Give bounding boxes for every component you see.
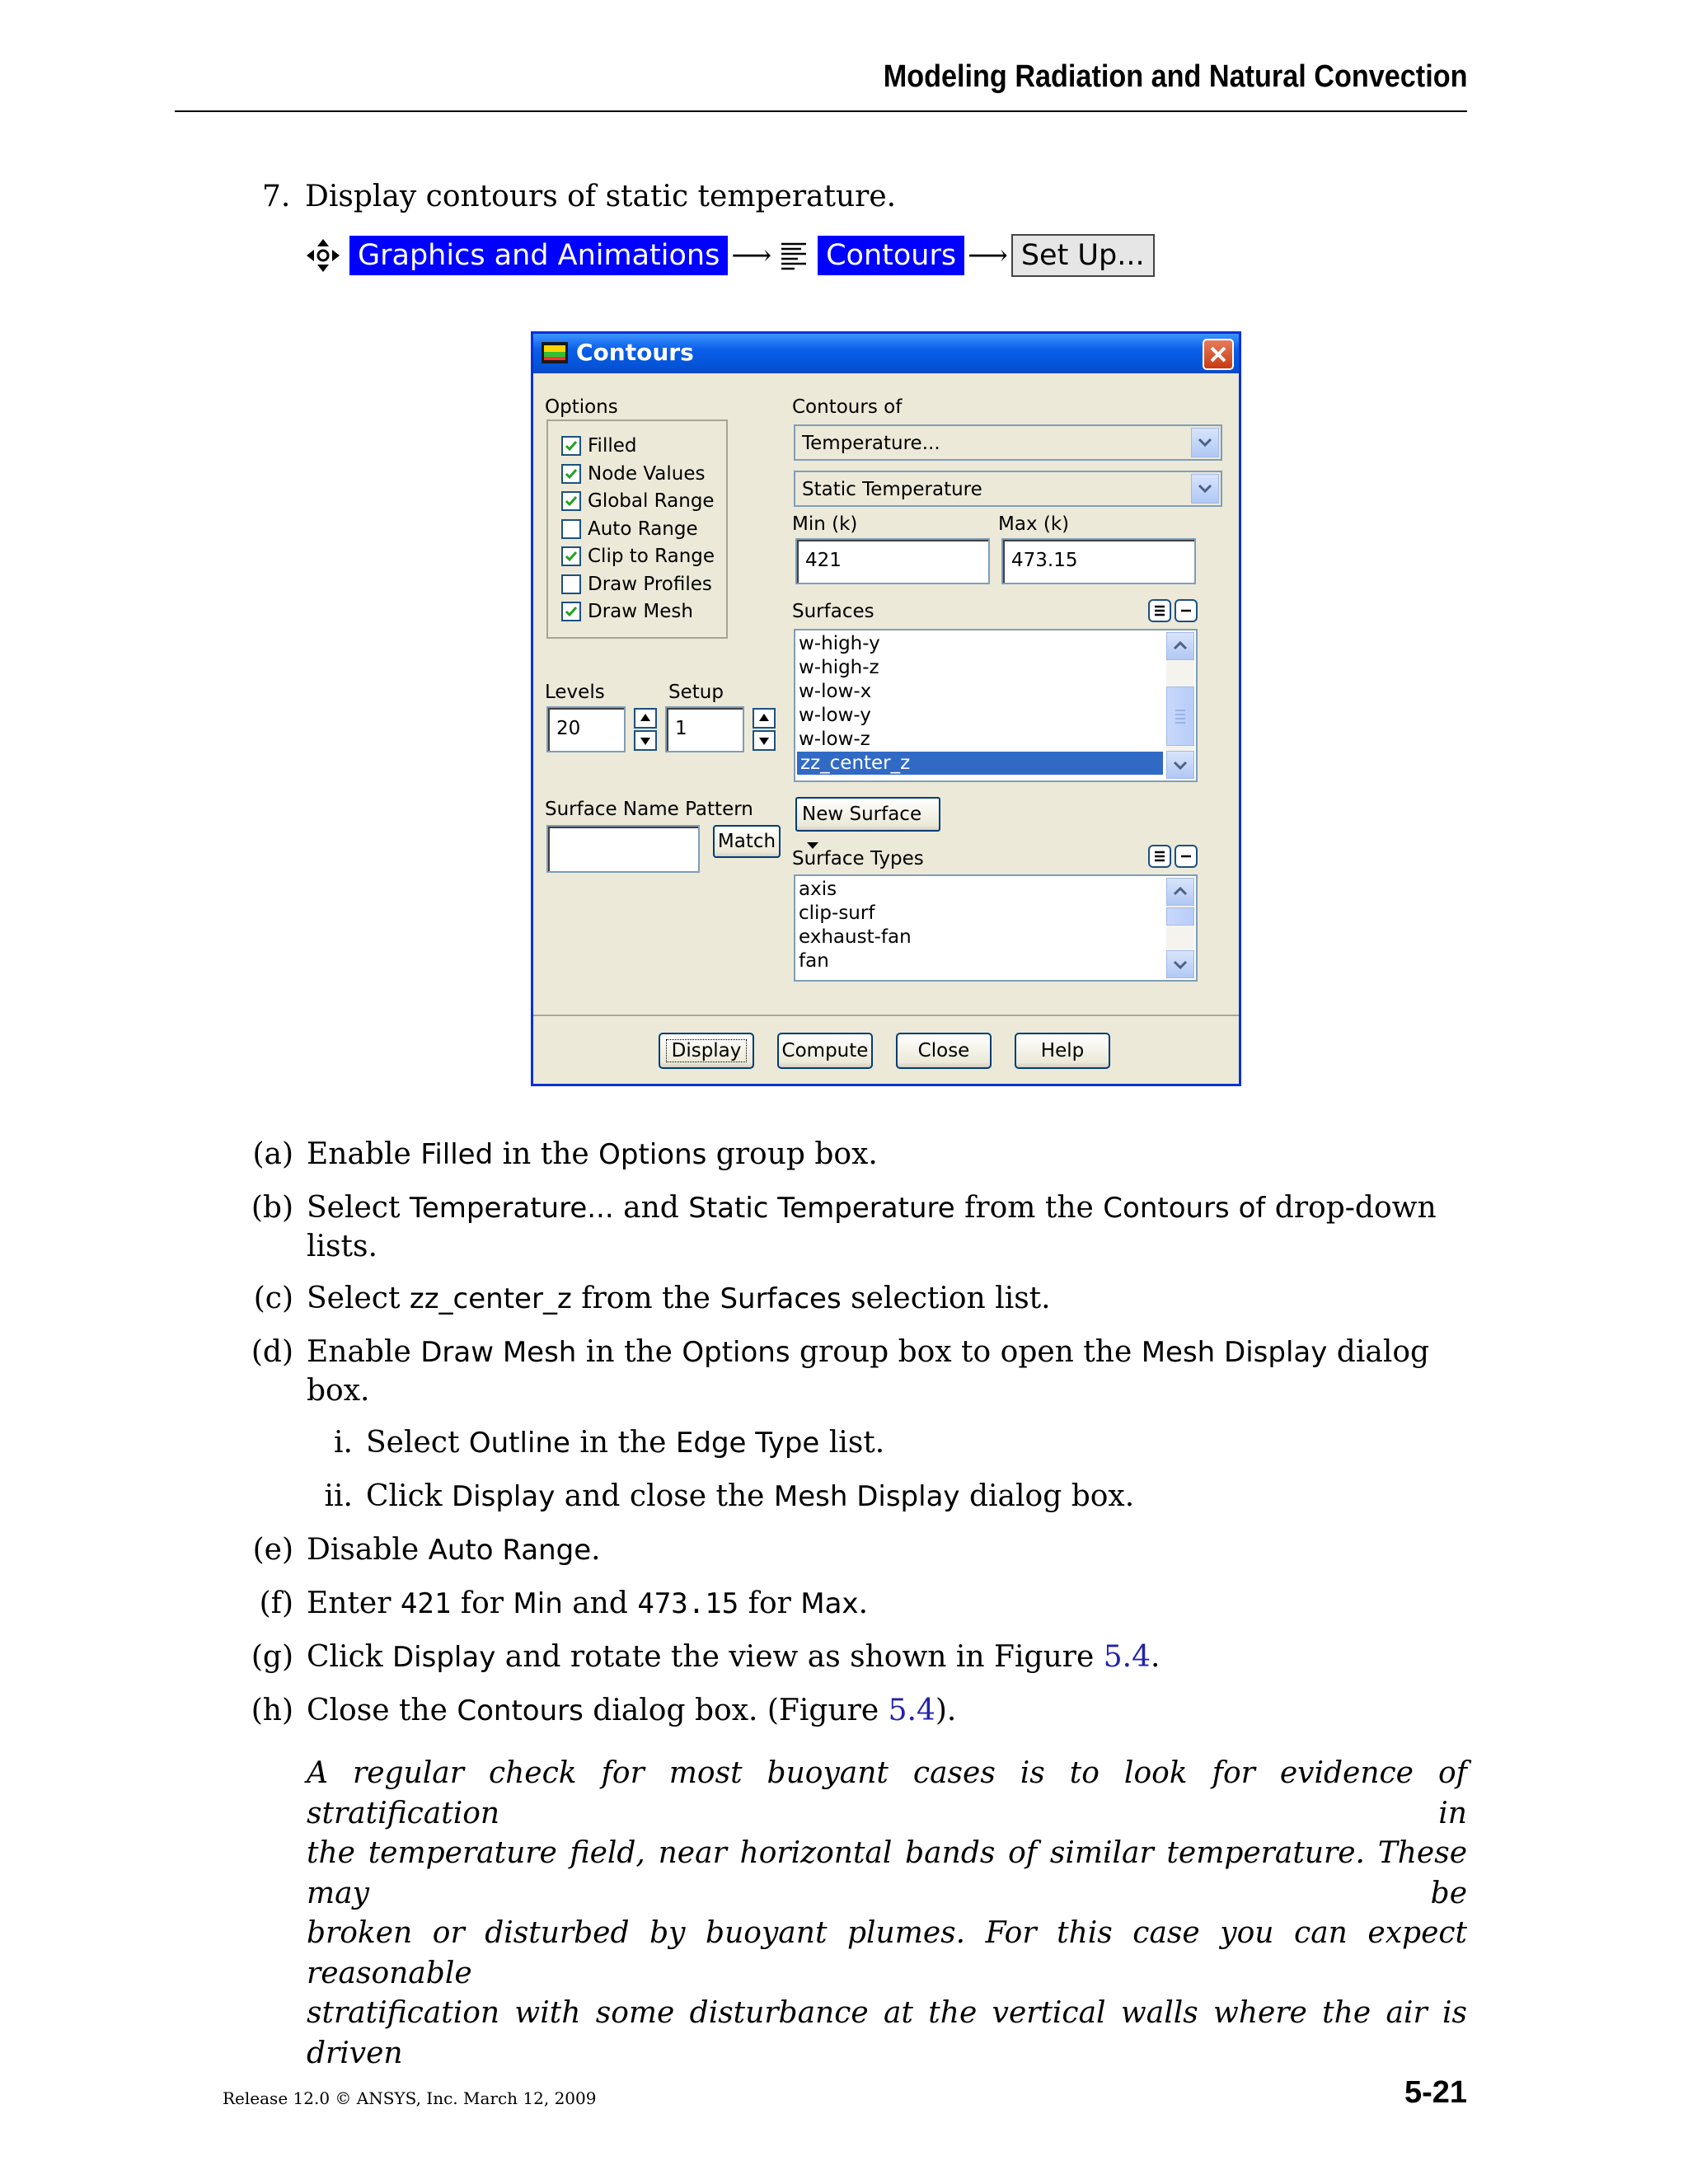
instruction-text	[307, 1191, 1437, 1263]
instruction-fragment: Click	[307, 1640, 392, 1674]
instruction-label: (g)	[251, 1640, 293, 1674]
chevron-down-icon[interactable]	[1191, 428, 1219, 457]
option-checkbox-node-values[interactable]	[561, 464, 581, 484]
instruction-fragment: Enter	[307, 1586, 401, 1620]
setup-label: Setup	[668, 682, 724, 703]
menu-graphics-and-animations[interactable]: Graphics and Animations	[349, 236, 728, 275]
instruction-fragment: and rotate the view as shown in Figure	[495, 1640, 1104, 1674]
instruction-fragment: in the	[493, 1137, 599, 1171]
instruction-fragment: Select	[307, 1191, 410, 1225]
instruction-label: ii.	[324, 1479, 353, 1513]
ui-term: Contours	[457, 1694, 584, 1727]
page-header	[175, 59, 1467, 112]
instruction-text	[307, 1640, 1160, 1674]
ui-term: Outline	[468, 1427, 570, 1460]
surface-type-list-item[interactable]: clip-surf	[799, 902, 875, 924]
setup-stepper[interactable]	[753, 708, 776, 751]
close-icon[interactable]	[1203, 339, 1234, 370]
instruction-text	[307, 1533, 601, 1567]
path-arrow: ⟶	[731, 239, 772, 272]
ui-term: Filled	[420, 1138, 494, 1171]
compute-button[interactable]: Compute	[777, 1033, 873, 1069]
instruction-fragment: for	[451, 1586, 513, 1620]
instruction-fragment: list.	[819, 1426, 885, 1460]
path-arrow: ⟶	[968, 239, 1008, 272]
instruction-text	[307, 1137, 878, 1171]
ui-term: Temperature...	[409, 1192, 614, 1225]
instruction-fragment: dialog box.	[959, 1479, 1135, 1513]
scroll-thumb[interactable]	[1166, 907, 1194, 926]
instruction-fragment: Enable	[307, 1335, 421, 1369]
option-label: Global Range	[588, 490, 715, 512]
levels-field[interactable]: 20	[546, 706, 626, 752]
surface-list-item[interactable]: zz_center_z	[797, 752, 1163, 775]
instruction-text	[307, 1282, 1051, 1315]
move-arrows-icon	[305, 237, 341, 274]
instruction-fragment: group box.	[706, 1137, 878, 1171]
option-label: Node Values	[588, 462, 706, 485]
instruction-fragment: and	[562, 1586, 638, 1620]
dialog-title: Contours	[576, 339, 694, 366]
arrow-up-icon[interactable]	[634, 708, 657, 729]
instruction-text	[307, 1586, 868, 1620]
ui-term: Max	[800, 1587, 859, 1620]
instruction-fragment: drop-down	[1265, 1191, 1437, 1225]
instruction-text	[366, 1426, 884, 1460]
new-surface-menu-button[interactable]: New Surface	[795, 797, 940, 832]
instruction-fragment: and	[613, 1191, 689, 1225]
ui-term: Surfaces	[720, 1282, 842, 1315]
contours-of-category-select[interactable]: Temperature...	[794, 424, 1222, 461]
ui-term: Mesh Display	[1141, 1336, 1328, 1369]
paragraph-line: the temperature field, near horizontal bands of similar temperature. These may be	[307, 1836, 1467, 1910]
surface-name-pattern-label: Surface Name Pattern	[545, 799, 753, 820]
match-button[interactable]: Match	[713, 825, 781, 858]
instruction-continuation: box.	[307, 1374, 370, 1408]
step-number: 7.	[262, 180, 291, 213]
min-field[interactable]: 421	[795, 538, 990, 584]
ui-value: 473.15	[637, 1587, 739, 1620]
option-label: Filled	[588, 435, 637, 457]
select-all-icon[interactable]	[1148, 599, 1171, 622]
ui-term: Contours of	[1103, 1192, 1266, 1225]
instruction-text	[366, 1479, 1134, 1513]
setup-button[interactable]: Set Up...	[1011, 234, 1155, 277]
option-checkbox-clip-to-range[interactable]	[561, 546, 581, 566]
arrow-down-icon[interactable]	[753, 730, 776, 751]
running-header-title: Modeling Radiation and Natural Convection	[883, 59, 1467, 94]
option-label: Auto Range	[588, 518, 698, 540]
paragraph-line: broken or disturbed by buoyant plumes. For this case you can expect reasonable	[307, 1916, 1467, 1990]
surface-list-item[interactable]: w-low-z	[799, 729, 870, 750]
ui-term: Static Temperature	[688, 1192, 955, 1225]
instruction-fragment: dialog box. (Figure	[583, 1694, 889, 1727]
instruction-label: (b)	[251, 1191, 293, 1225]
instruction-label: (d)	[251, 1335, 293, 1369]
setup-field[interactable]: 1	[665, 706, 744, 752]
footer-release: Release 12.0 © ANSYS, Inc. March 12, 2009	[223, 2088, 597, 2108]
surfaces-scrollbar[interactable]	[1166, 632, 1194, 779]
scroll-thumb[interactable]	[1166, 687, 1194, 746]
step-text: Display contours of static temperature.	[305, 180, 897, 213]
ui-term: Edge Type	[675, 1427, 820, 1460]
dialog-titlebar[interactable]	[533, 334, 1239, 373]
checkmark-icon	[564, 466, 579, 481]
ui-value: 421	[400, 1587, 452, 1620]
instruction-fragment: .	[591, 1533, 601, 1567]
display-button[interactable]: Display	[659, 1033, 754, 1069]
dialog-separator	[533, 1015, 1239, 1016]
instruction-fragment: ).	[935, 1694, 957, 1727]
surface-types-scrollbar[interactable]	[1166, 878, 1194, 978]
min-label: Min (k)	[792, 513, 858, 535]
instruction-text	[307, 1694, 956, 1727]
levels-label: Levels	[545, 682, 605, 703]
checkmark-icon	[564, 604, 579, 619]
ui-term: Auto Range	[428, 1534, 592, 1567]
instruction-fragment: in the	[576, 1335, 682, 1369]
instruction-label: (f)	[259, 1586, 293, 1620]
select-all-icon[interactable]	[1148, 845, 1171, 868]
ui-term: Options	[598, 1138, 707, 1171]
surface-list-item[interactable]: w-low-y	[799, 705, 871, 726]
close-button[interactable]: Close	[896, 1033, 992, 1069]
option-checkbox-filled[interactable]	[561, 436, 581, 456]
instruction-fragment: in the	[570, 1426, 676, 1460]
arrow-down-icon[interactable]	[1166, 751, 1194, 779]
instruction-fragment: .	[858, 1586, 869, 1620]
deselect-all-icon[interactable]	[1175, 845, 1198, 868]
instruction-text	[307, 1335, 1429, 1408]
arrow-down-icon[interactable]	[634, 730, 657, 751]
instruction-fragment: group box to open the	[790, 1335, 1142, 1369]
surface-type-list-item[interactable]: axis	[799, 879, 837, 900]
checkmark-icon	[564, 494, 579, 509]
instruction-label: (a)	[252, 1137, 293, 1171]
figure-link[interactable]: 5.4	[888, 1694, 935, 1727]
surface-list-item[interactable]: w-high-z	[799, 657, 879, 678]
instruction-fragment: Disable	[307, 1533, 429, 1567]
menu-contours[interactable]: Contours	[818, 236, 964, 275]
surface-types-label: Surface Types	[792, 848, 924, 869]
options-group-label: Options	[545, 396, 618, 418]
option-checkbox-auto-range[interactable]	[561, 519, 581, 539]
option-label: Draw Profiles	[588, 573, 712, 595]
arrow-up-icon[interactable]	[753, 708, 776, 729]
ui-term: Display	[452, 1480, 556, 1513]
page-number: 5-21	[1404, 2075, 1467, 2110]
levels-stepper[interactable]	[634, 708, 657, 751]
ui-term: Draw Mesh	[420, 1336, 577, 1369]
option-checkbox-draw-mesh[interactable]	[561, 602, 581, 621]
ui-term: Display	[392, 1641, 496, 1674]
fluent-app-icon	[542, 342, 568, 363]
menu-path	[305, 232, 1155, 279]
arrow-up-icon[interactable]	[1166, 632, 1194, 660]
ui-term: Options	[682, 1336, 790, 1369]
surface-list-item[interactable]: w-high-y	[799, 633, 880, 654]
paragraph-line: A regular check for most buoyant cases is to look for evidence of stratification in	[307, 1756, 1467, 1830]
instruction-label: (c)	[253, 1282, 293, 1315]
instruction-fragment: from the	[954, 1191, 1104, 1225]
instruction-continuation: lists.	[307, 1230, 377, 1263]
instruction-label: (e)	[252, 1533, 293, 1567]
ui-term: zz_center_z	[409, 1282, 572, 1315]
note-paragraph	[307, 1754, 1467, 2074]
max-label: Max (k)	[998, 513, 1070, 535]
surface-type-list-item[interactable]: exhaust-fan	[799, 926, 912, 948]
surface-type-list-item[interactable]: fan	[799, 950, 829, 972]
help-button[interactable]: Help	[1015, 1033, 1110, 1069]
option-label: Clip to Range	[588, 546, 715, 567]
contours-dialog	[531, 331, 1241, 1086]
instruction-label: i.	[334, 1426, 353, 1460]
arrow-down-icon[interactable]	[1166, 950, 1194, 978]
instruction-fragment: dialog	[1327, 1335, 1430, 1369]
option-checkbox-draw-profiles[interactable]	[561, 574, 581, 594]
instruction-fragment: Enable	[307, 1137, 421, 1171]
figure-link[interactable]: 5.4	[1103, 1640, 1151, 1674]
instruction-fragment: from the	[571, 1282, 720, 1315]
paragraph-line: stratification with some disturbance at the vertical walls where the air is driven	[307, 1996, 1467, 2070]
instruction-fragment: .	[1151, 1640, 1160, 1674]
instruction-fragment: Close the	[307, 1694, 457, 1727]
instruction-label: (h)	[251, 1694, 293, 1727]
ui-term: Min	[513, 1587, 563, 1620]
contour-list-icon	[780, 239, 808, 272]
ui-term: Mesh Display	[773, 1480, 960, 1513]
instruction-fragment: selection list.	[841, 1282, 1051, 1315]
checkmark-icon	[564, 549, 579, 564]
instruction-fragment: and close the	[555, 1479, 774, 1513]
instruction-fragment: for	[738, 1586, 801, 1620]
contours-of-quantity-select[interactable]: Static Temperature	[794, 471, 1222, 507]
max-field[interactable]: 473.15	[1001, 538, 1196, 584]
checkmark-icon	[564, 438, 579, 453]
surface-name-pattern-field[interactable]	[546, 825, 700, 873]
surface-list-item[interactable]: w-low-x	[799, 681, 872, 702]
instruction-fragment: Select	[307, 1282, 410, 1315]
arrow-up-icon[interactable]	[1166, 878, 1194, 906]
instruction-fragment: Select	[366, 1426, 469, 1460]
option-label: Draw Mesh	[588, 601, 693, 622]
surfaces-label: Surfaces	[792, 601, 874, 622]
step-7	[262, 180, 896, 213]
surfaces-list[interactable]	[794, 629, 1198, 782]
instruction-fragment: Click	[366, 1479, 452, 1513]
deselect-all-icon[interactable]	[1175, 599, 1198, 622]
option-checkbox-global-range[interactable]	[561, 491, 581, 511]
surface-types-list[interactable]	[794, 874, 1198, 982]
contours-of-label: Contours of	[792, 396, 903, 418]
chevron-down-icon[interactable]	[1191, 474, 1219, 504]
